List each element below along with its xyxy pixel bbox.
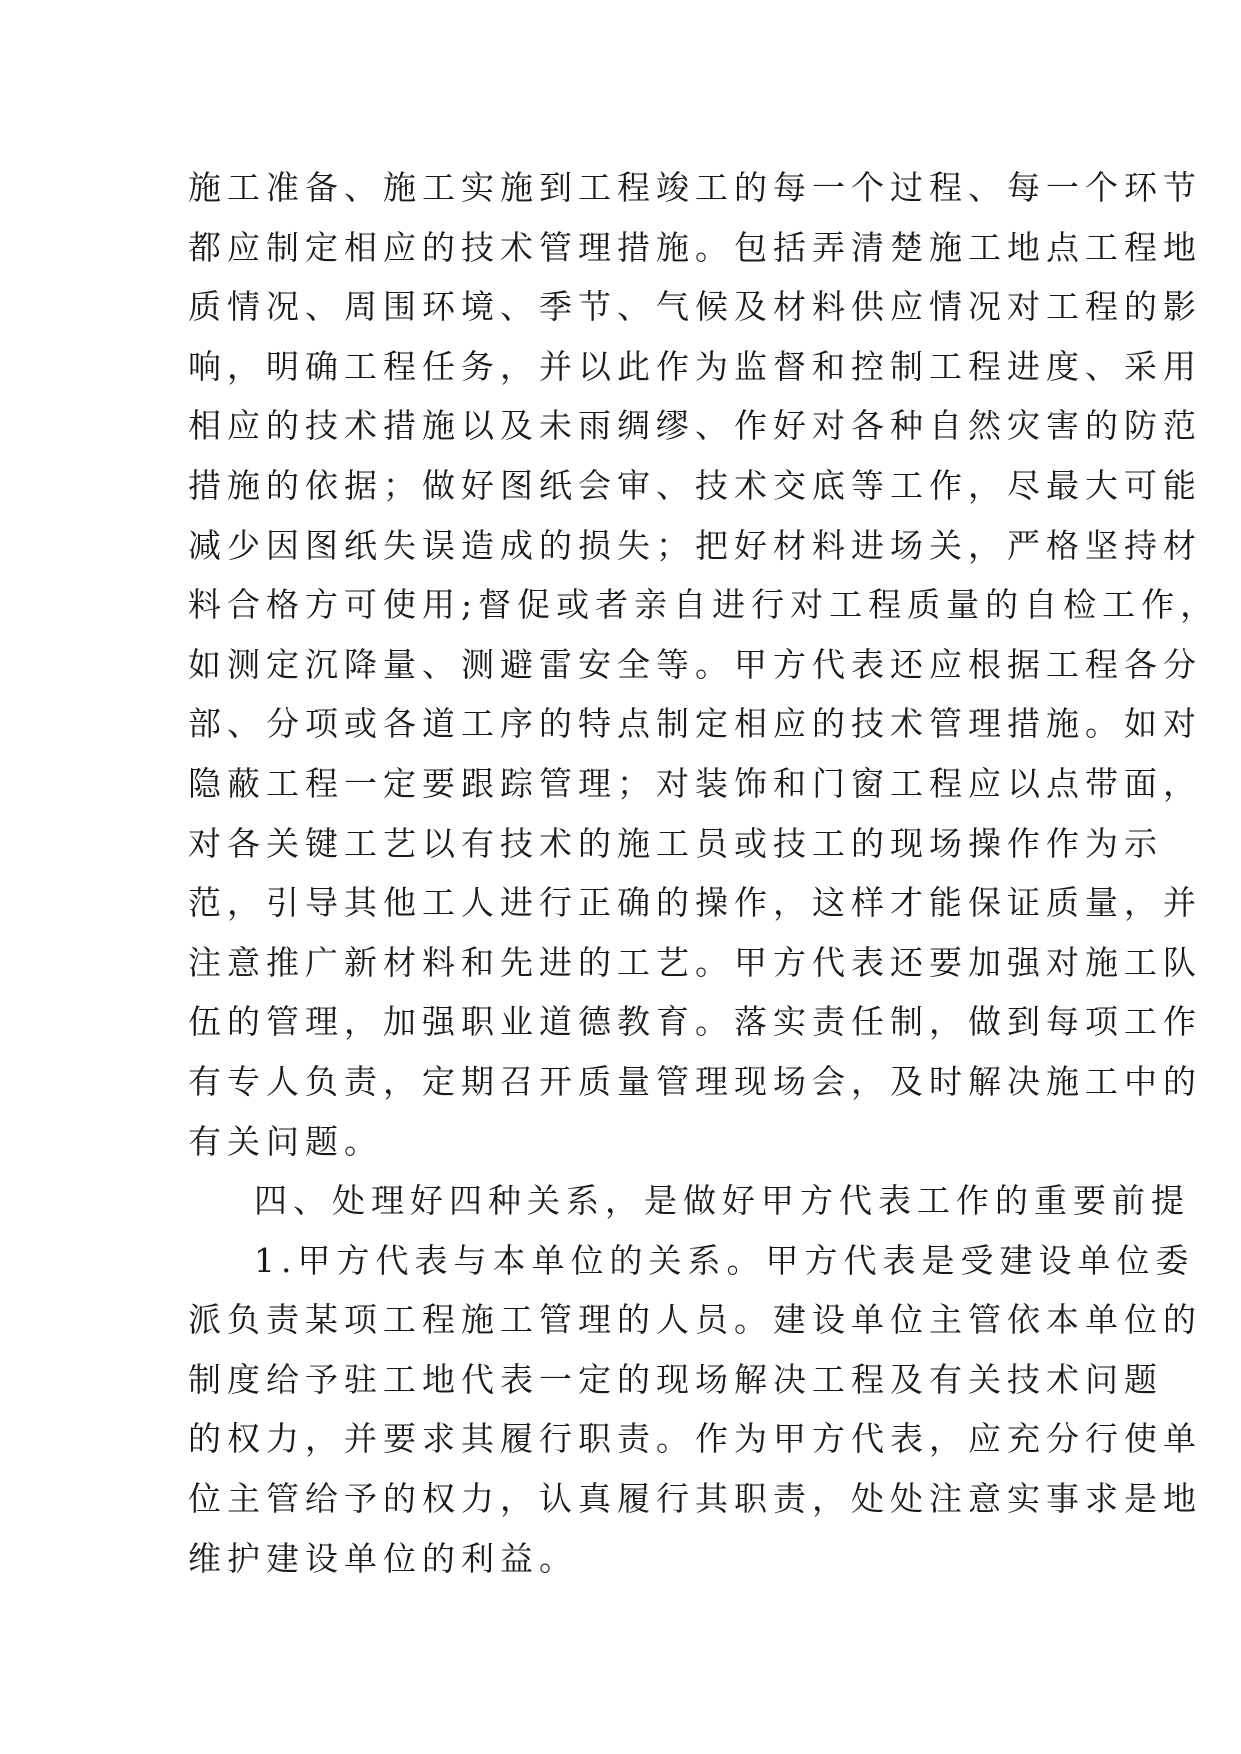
text-line: 注意推广新材料和先进的工艺。甲方代表还要加强对施工队 xyxy=(188,942,1202,982)
text-line: 的权力，并要求其履行职责。作为甲方代表，应充分行使单 xyxy=(188,1419,1202,1459)
text-line: 质情况、周围环境、季节、气候及材料供应情况对工程的影 xyxy=(188,287,1202,327)
text-line: 有专人负责，定期召开质量管理现场会，及时解决施工中的 xyxy=(188,1061,1202,1101)
text-line: 对各关键工艺以有技术的施工员或技工的现场操作作为示 xyxy=(188,823,1163,863)
text-line: 施工准备、施工实施到工程竣工的每一个过程、每一个环节 xyxy=(188,168,1202,207)
text-line: 位主管给予的权力，认真履行其职责，处处注意实事求是地 xyxy=(188,1479,1202,1519)
text-line: 有关问题。 xyxy=(188,1121,383,1161)
text-line: 部、分项或各道工序的特点制定相应的技术管理措施。如对 xyxy=(188,704,1202,744)
body-text xyxy=(188,158,1220,1588)
text-line: 都应制定相应的技术管理措施。包括弄清楚施工地点工程地 xyxy=(188,227,1202,267)
text-line: 如测定沉降量、测避雷安全等。甲方代表还应根据工程各分 xyxy=(188,644,1202,684)
text-line: 范，引导其他工人进行正确的操作，这样才能保证质量，并 xyxy=(188,883,1202,923)
text-line: 伍的管理，加强职业道德教育。落实责任制，做到每项工作 xyxy=(188,1002,1202,1042)
paragraph-start: 1.甲方代表与本单位的关系。甲方代表是受建设单位委 xyxy=(254,1240,1195,1280)
text-line: 响，明确工程任务，并以此作为监督和控制工程进度、采用 xyxy=(188,346,1202,386)
text-line: 减少因图纸失误造成的损失；把好材料进场关，严格坚持材 xyxy=(188,525,1202,565)
text-line: 派负责某项工程施工管理的人员。建设单位主管依本单位的 xyxy=(188,1300,1202,1340)
text-line: 相应的技术措施以及未雨绸缪、作好对各种自然灾害的防范 xyxy=(188,406,1202,446)
text-line: 制度给予驻工地代表一定的现场解决工程及有关技术问题 xyxy=(188,1359,1163,1399)
text-line: 料合格方可使用;督促或者亲自进行对工程质量的自检工作， xyxy=(188,585,1220,625)
text-line: 措施的依据；做好图纸会审、技术交底等工作，尽最大可能 xyxy=(188,465,1202,505)
section-heading: 四、处理好四种关系，是做好甲方代表工作的重要前提 xyxy=(254,1181,1190,1221)
text-line: 隐蔽工程一定要跟踪管理；对装饰和门窗工程应以点带面， xyxy=(188,763,1202,803)
text-line: 维护建设单位的利益。 xyxy=(188,1538,578,1578)
